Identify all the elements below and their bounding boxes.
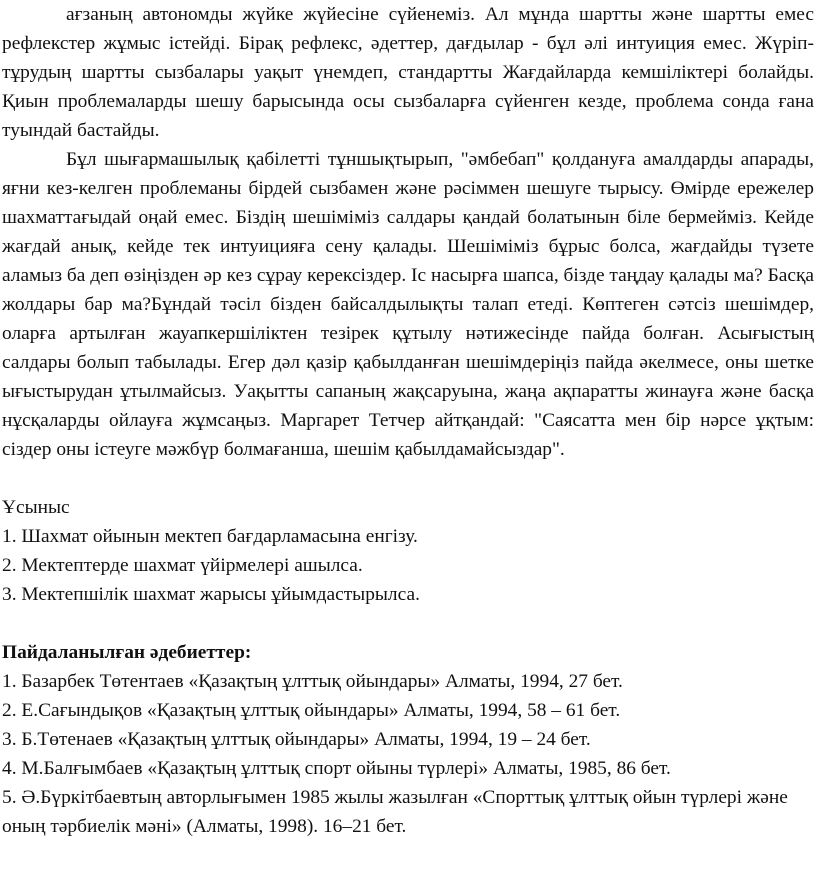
blank-line bbox=[2, 609, 816, 638]
body-paragraph-2: Бұл шығармашылық қабілетті тұншықтырып, "әмбебап" қолдануға амалдарды апарады, яғни кез-келген проблеманы бірдей сызбамен және рәсіммен шешуге тырысу. Өмірде ережелер шахматтағыдай оңай емес. Біздің шешіміміз салдары қандай болатынын біле бермейміз. Кейде жағдай анық, кейде тек интуицияға сену қалады. Шешіміміз бұрыс болса, жағдайды түзете аламыз ба деп өзіңізден әр кез сұрау керексіздер. Іс насырға шапса, бізде таңдау қалады ма? Басқа жолдары бар ма?Бұндай тәсіл бізден байсалдылықты талап етеді. Көптеген сәтсіз шешімдер, оларға артылған жауапкершіліктен тезірек құтылу нәтижесінде пайда болған. Асығыстың салдары болып табылады. Егер дәл қазір қабылданған шешімдеріңіз пайда әкелмесе, оны шетке ығыстырудан ұтылмайсыз. Уақытты сапаның жақсаруына, жаңа ақпаратты жинауға және басқа нұсқаларды ойлауға жұмсаңыз. Маргарет Тетчер айтқандай: "Саясатта мен бір нәрсе ұқтым: сіздер оны істеуге мәжбүр болмағанша, шешім қабылдамайсыздар". bbox=[2, 149, 814, 460]
blank-line bbox=[2, 464, 816, 493]
reference-item-2: 2. Е.Сағындықов «Қазақтың ұлттық ойындары» Алматы, 1994, 58 – 61 бет. bbox=[2, 700, 621, 721]
body-paragraph-1: ағзаның автономды жүйке жүйесіне сүйенеміз. Ал мұнда шартты және шартты емес рефлекстер жұмыс істейді. Бірақ рефлекс, әдеттер, дағдылар - бұл әлі интуиция емес. Жүріп-тұрудың шартты сызбалары уақыт үнемдеп, стандартты Жағдайларда кемшіліктері болайды. Қиын проблемаларды шешу барысында осы сызбаларға сүйенген кезде, проблема сонда ғана туындай бастайды. bbox=[2, 4, 814, 141]
reference-item-4: 4. М.Балғымбаев «Қазақтың ұлттық спорт ойыны түрлері» Алматы, 1985, 86 бет. bbox=[2, 758, 671, 779]
reference-item-3: 3. Б.Төтенаев «Қазақтың ұлттық ойындары» Алматы, 1994, 19 – 24 бет. bbox=[2, 729, 591, 750]
proposal-item-1: 1. Шахмат ойынын мектеп бағдарламасына енгізу. bbox=[2, 526, 418, 547]
references-heading: Пайдаланылған әдебиеттер: bbox=[2, 642, 252, 663]
reference-item-1: 1. Базарбек Төтентаев «Қазақтың ұлттық ойындары» Алматы, 1994, 27 бет. bbox=[2, 671, 623, 692]
reference-item-5: 5. Ә.Бүркітбаевтың авторлығымен 1985 жылы жазылған «Спорттық ұлттық ойын түрлері және оның тәрбиелік мәні» (Алматы, 1998). 16–21 бет. bbox=[2, 787, 788, 837]
proposal-item-3: 3. Мектепшілік шахмат жарысы ұйымдастырылса. bbox=[2, 584, 420, 605]
proposal-item-2: 2. Мектептерде шахмат үйірмелері ашылса. bbox=[2, 555, 363, 576]
proposal-heading: Ұсыныс bbox=[2, 497, 70, 518]
